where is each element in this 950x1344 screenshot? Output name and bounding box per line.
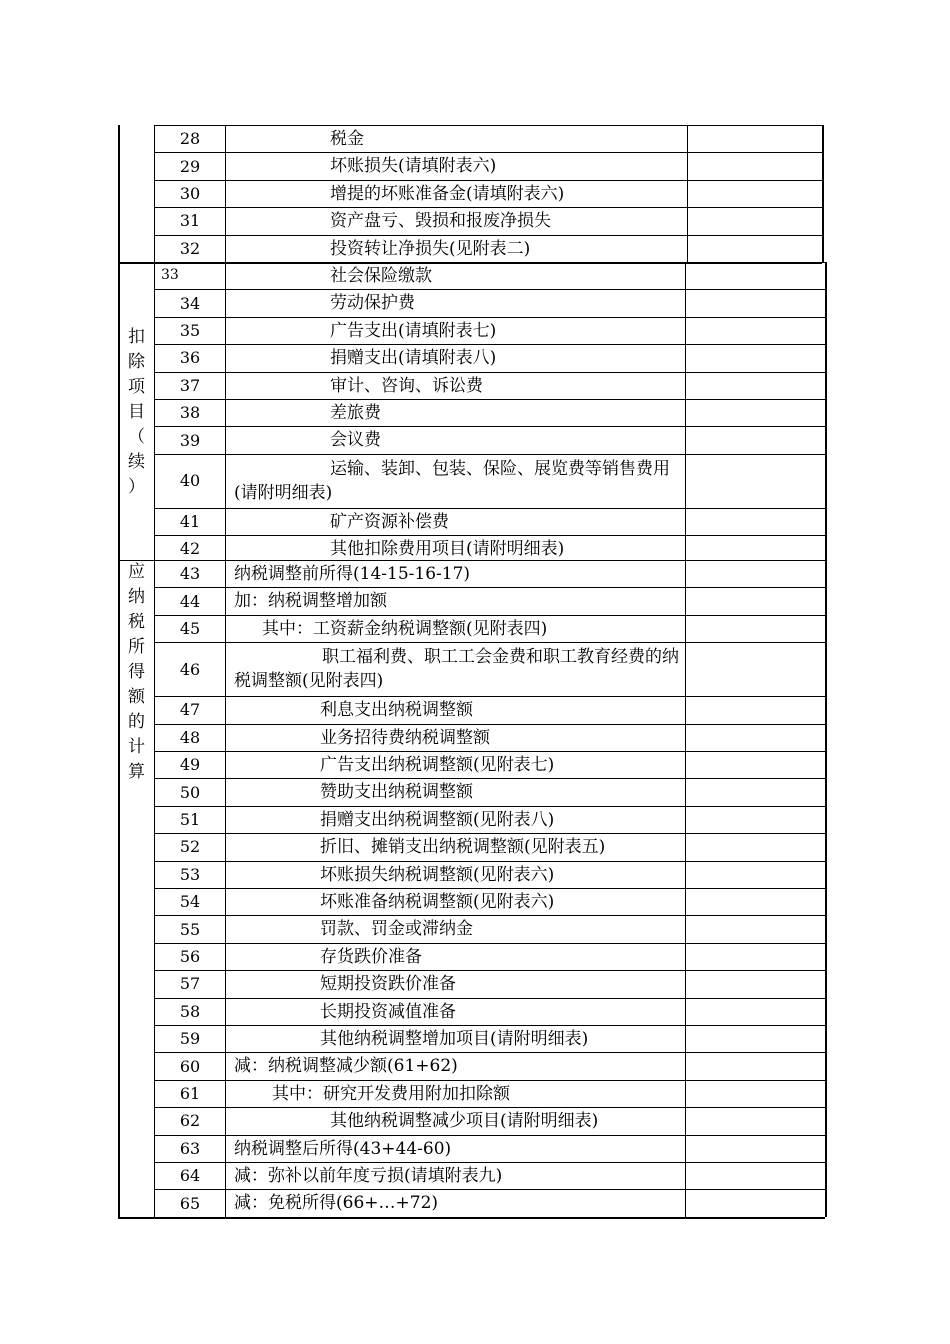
- row-item-label: 存货跌价准备: [320, 946, 422, 967]
- row-item-label: 利息支出纳税调整额: [320, 700, 473, 721]
- row-number: 41: [179, 512, 201, 531]
- row-item-label: 折旧、摊销支出纳税调整额(见附表五): [320, 837, 606, 858]
- row-item-label: 职工福利费、职工工会金费和职工教育经费的纳税调整额(见附表四): [234, 647, 679, 692]
- row-item-label: 矿产资源补偿费: [330, 511, 449, 532]
- row-number: 53: [179, 864, 201, 884]
- row-number: 29: [179, 156, 201, 176]
- item-column-border: [225, 560, 226, 1217]
- number-column-border: [154, 125, 155, 262]
- category-left-border: [118, 125, 120, 262]
- row-number: 37: [179, 375, 201, 395]
- row-item-label: 运输、装卸、包装、保险、展览费等销售费用(请附明细表): [234, 458, 670, 503]
- row-divider: [154, 642, 825, 643]
- category-label-char: 扣: [128, 327, 145, 347]
- row-number: 43: [179, 564, 201, 584]
- row-number: 39: [179, 430, 201, 450]
- row-item-label: 广告支出(请填附表七): [330, 320, 497, 341]
- row-item-label: 差旅费: [330, 403, 381, 423]
- row-number: 30: [179, 184, 201, 203]
- category-label-char: 纳: [128, 587, 145, 607]
- row-item-label: 劳动保护费: [330, 293, 415, 314]
- row-number: 40: [179, 471, 201, 491]
- category-label-char: 续: [128, 452, 145, 472]
- value-column-border: [687, 125, 688, 262]
- row-number: 47: [179, 700, 201, 720]
- row-number: 48: [179, 727, 201, 747]
- row-item-label: 短期投资跌价准备: [320, 974, 456, 995]
- value-column-border: [685, 560, 686, 1217]
- row-number: 50: [179, 782, 201, 802]
- item-column-border: [225, 125, 226, 262]
- row-item-label: 纳税调整后所得(43+44-60): [234, 1138, 452, 1159]
- row-item-label: 捐赠支出纳税调整额(见附表八): [320, 809, 555, 830]
- row-number: 58: [179, 1001, 201, 1021]
- row-number: 36: [179, 348, 201, 368]
- row-number: 51: [179, 810, 201, 829]
- category-label-char: 得: [128, 662, 145, 682]
- row-item-label: 纳税调整前所得(14-15-16-17): [234, 564, 471, 584]
- table-right-border: [825, 560, 827, 1217]
- row-item-label: 社会保险缴款: [330, 266, 432, 286]
- category-label-char: 应: [128, 562, 145, 582]
- row-number: 52: [179, 837, 201, 857]
- category-label-char: 税: [128, 612, 145, 632]
- category-label-char: 目: [128, 402, 145, 422]
- row-number: 31: [179, 211, 201, 231]
- row-number: 63: [179, 1138, 201, 1158]
- row-item-label: 捐赠支出(请填附表八): [330, 348, 497, 369]
- row-number: 61: [179, 1084, 201, 1103]
- row-item-label: 罚款、罚金或滞纳金: [320, 919, 473, 940]
- table-right-border: [822, 125, 824, 262]
- row-item-label: 其中：工资薪金纳税调整额(见附表四): [262, 618, 548, 639]
- row-item-label: 投资转让净损失(见附表二): [330, 238, 531, 259]
- category-label-char: 的: [128, 712, 145, 732]
- row-item-label: 其他纳税调整增加项目(请附明细表): [320, 1029, 589, 1049]
- category-label-char: （: [128, 427, 145, 447]
- category-label-char: 所: [128, 637, 145, 657]
- row-item-label: 业务招待费纳税调整额: [320, 727, 490, 748]
- row-item-label: 坏账损失纳税调整额(见附表六): [320, 864, 555, 885]
- number-column-border: [154, 262, 155, 563]
- row-number: 44: [179, 591, 201, 611]
- category-label-char: 计: [128, 737, 145, 757]
- row-item-label: 加：纳税调整增加额: [234, 591, 387, 612]
- row-item-label: 减：免税所得(66+…+72): [234, 1193, 439, 1214]
- row-item-label: 坏账准备纳税调整额(见附表六): [320, 892, 555, 912]
- category-label-char: 除: [128, 352, 145, 372]
- value-column-border: [685, 262, 686, 563]
- row-number: 55: [179, 919, 201, 939]
- row-number: 32: [179, 238, 201, 258]
- row-item-label: 增提的坏账准备金(请填附表六): [330, 183, 565, 204]
- row-number: 62: [179, 1111, 201, 1131]
- row-number: 56: [179, 947, 201, 966]
- row-number: 34: [179, 293, 201, 313]
- row-item-label: 其他扣除费用项目(请附明细表): [330, 539, 565, 560]
- row-number: 38: [179, 403, 201, 423]
- category-label-char: ）: [128, 477, 145, 497]
- category-label-char: 项: [128, 377, 145, 397]
- row-item-label: 税金: [330, 129, 364, 149]
- row-number: 35: [179, 321, 201, 340]
- row-number: 64: [179, 1166, 201, 1186]
- row-item-label: 其他纳税调整减少项目(请附明细表): [330, 1111, 599, 1132]
- row-number: 60: [179, 1056, 201, 1076]
- row-item-label: 坏账损失(请填附表六): [330, 156, 497, 177]
- section-top-border: [154, 125, 822, 126]
- row-item-label: 赞助支出纳税调整额: [320, 782, 473, 803]
- row-item-label: 审计、咨询、诉讼费: [330, 375, 483, 396]
- row-number: 57: [179, 974, 201, 994]
- row-number: 45: [179, 619, 201, 638]
- row-number: 65: [179, 1193, 201, 1213]
- row-number: 28: [179, 129, 201, 149]
- row-number: 49: [179, 755, 201, 775]
- row-number: 33: [161, 267, 179, 284]
- row-item-label: 长期投资减值准备: [320, 1001, 456, 1022]
- row-item-label: 资产盘亏、毁损和报废净损失: [330, 211, 551, 232]
- row-item-label: 广告支出纳税调整额(见附表七): [320, 755, 555, 775]
- category-label-char: 额: [128, 687, 145, 707]
- row-item-label: 减：弥补以前年度亏损(请填附表九): [234, 1166, 503, 1186]
- table-bottom-border: [118, 1217, 825, 1219]
- row-number: 59: [179, 1029, 201, 1049]
- row-number: 54: [179, 892, 201, 912]
- item-column-border: [225, 262, 226, 563]
- row-number: 42: [179, 539, 201, 559]
- row-item-label: 减：纳税调整减少额(61+62): [234, 1056, 458, 1077]
- row-item-label: 其中：研究开发费用附加扣除额: [272, 1083, 510, 1104]
- row-divider: [154, 454, 825, 455]
- row-item-label: 会议费: [330, 430, 381, 451]
- section1-bottom-border: [118, 262, 822, 264]
- number-column-border: [154, 560, 155, 1217]
- category-label-char: 算: [128, 762, 145, 782]
- row-number: 46: [179, 659, 201, 679]
- table-right-border: [825, 262, 827, 563]
